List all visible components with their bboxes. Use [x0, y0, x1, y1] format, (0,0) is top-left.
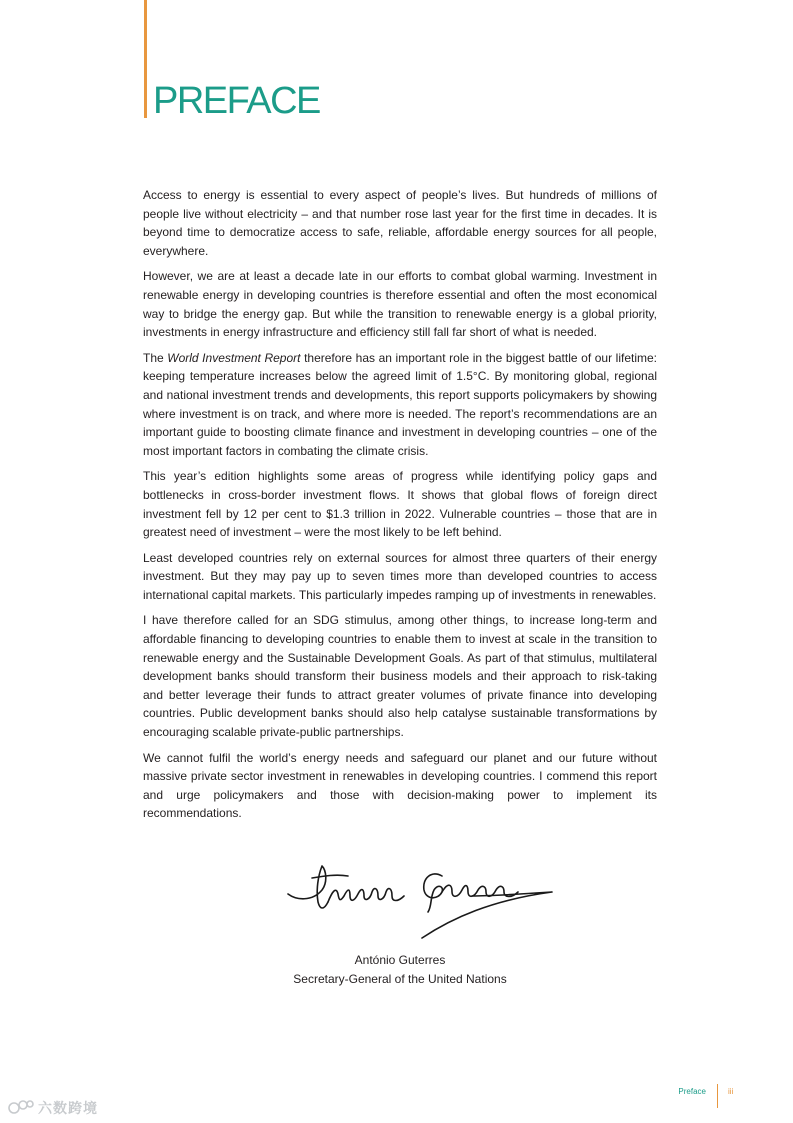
paragraph-6: I have therefore called for an SDG stimulus, among other things, to increase long-term and affordable financing to developing countries to enable them to invest at scale in the transition to renewable energy and the Sustainable Development Goals. As part of that stimulus, multilateral development banks should transform their business models and their approach to risk-taking and better leverage their funds to attract greater volumes of private finance into developing countries. Public development banks should also help catalyse sustainable transformations by encouraging scalable private-public partnerships.	[143, 613, 657, 740]
handwritten-signature	[282, 856, 562, 948]
signatory-role: Secretary-General of the United Nations	[293, 971, 507, 986]
signatory-block	[240, 951, 560, 988]
paragraph-2: However, we are at least a decade late in our efforts to combat global warming. Investment in renewable energy in developing countries is therefore essential and often the most economical way to bridge the energy gap. But while the transition to renewable energy is a global priority, investments in energy infrastructure and efficiency still fall far short of what is needed.	[143, 269, 657, 340]
signatory-name: António Guterres	[354, 953, 446, 967]
page-title: PREFACE	[153, 80, 320, 122]
page-number: iii	[728, 1087, 734, 1096]
title-accent-bar	[144, 0, 147, 118]
paragraph-7: We cannot fulfil the world’s energy needs and safeguard our planet and our future without massive private sector investment in renewables in developing countries. I commend this report and urge policymakers and those with decision-making power to implement its recommendations.	[143, 750, 657, 821]
paragraph-4: This year’s edition highlights some areas of progress while identifying policy gaps and bottlenecks in cross-border investment flows. It shows that global flows of foreign direct investment fell by 12 per cent to $1.3 trillion in 2022. Vulnerable countries – those that are in greatest need of investment – were the most likely to be left behind.	[143, 469, 657, 540]
preface-body	[143, 186, 657, 830]
watermark-logo-icon	[6, 1096, 34, 1118]
paragraph-3-lead: The	[143, 350, 168, 365]
paragraph-3-rest: therefore has an important role in the biggest battle of our lifetime: keeping temperature increases below the agreed limit of 1.5°C. By monitoring global, regional and national investment trends and developments, this report supports policymakers by showing where investment is on track, and where more is needed. The report’s recommendations are an important guide to boosting climate finance and investment in developing countries – one of the most important factors in combating the climate crisis.	[143, 350, 658, 458]
page-footer	[0, 1084, 793, 1108]
watermark	[6, 1096, 116, 1118]
footer-section-label: Preface	[678, 1087, 706, 1096]
report-title-italic: World Investment Report	[167, 350, 301, 365]
paragraph-1: Access to energy is essential to every aspect of people’s lives. But hundreds of millions of people live without electricity – and that number rose last year for the first time in decades. It is beyond time to democratize access to safe, reliable, affordable energy sources for all people, everywhere.	[143, 188, 657, 258]
paragraph-5: Least developed countries rely on external sources for almost three quarters of their energy investment. But they may pay up to seven times more than developed countries to access international capital markets. This particularly impedes ramping up of investments in renewables.	[143, 550, 657, 602]
watermark-text: 六数跨境	[38, 1100, 98, 1116]
footer-divider	[717, 1084, 718, 1108]
paragraph-3	[143, 349, 657, 461]
